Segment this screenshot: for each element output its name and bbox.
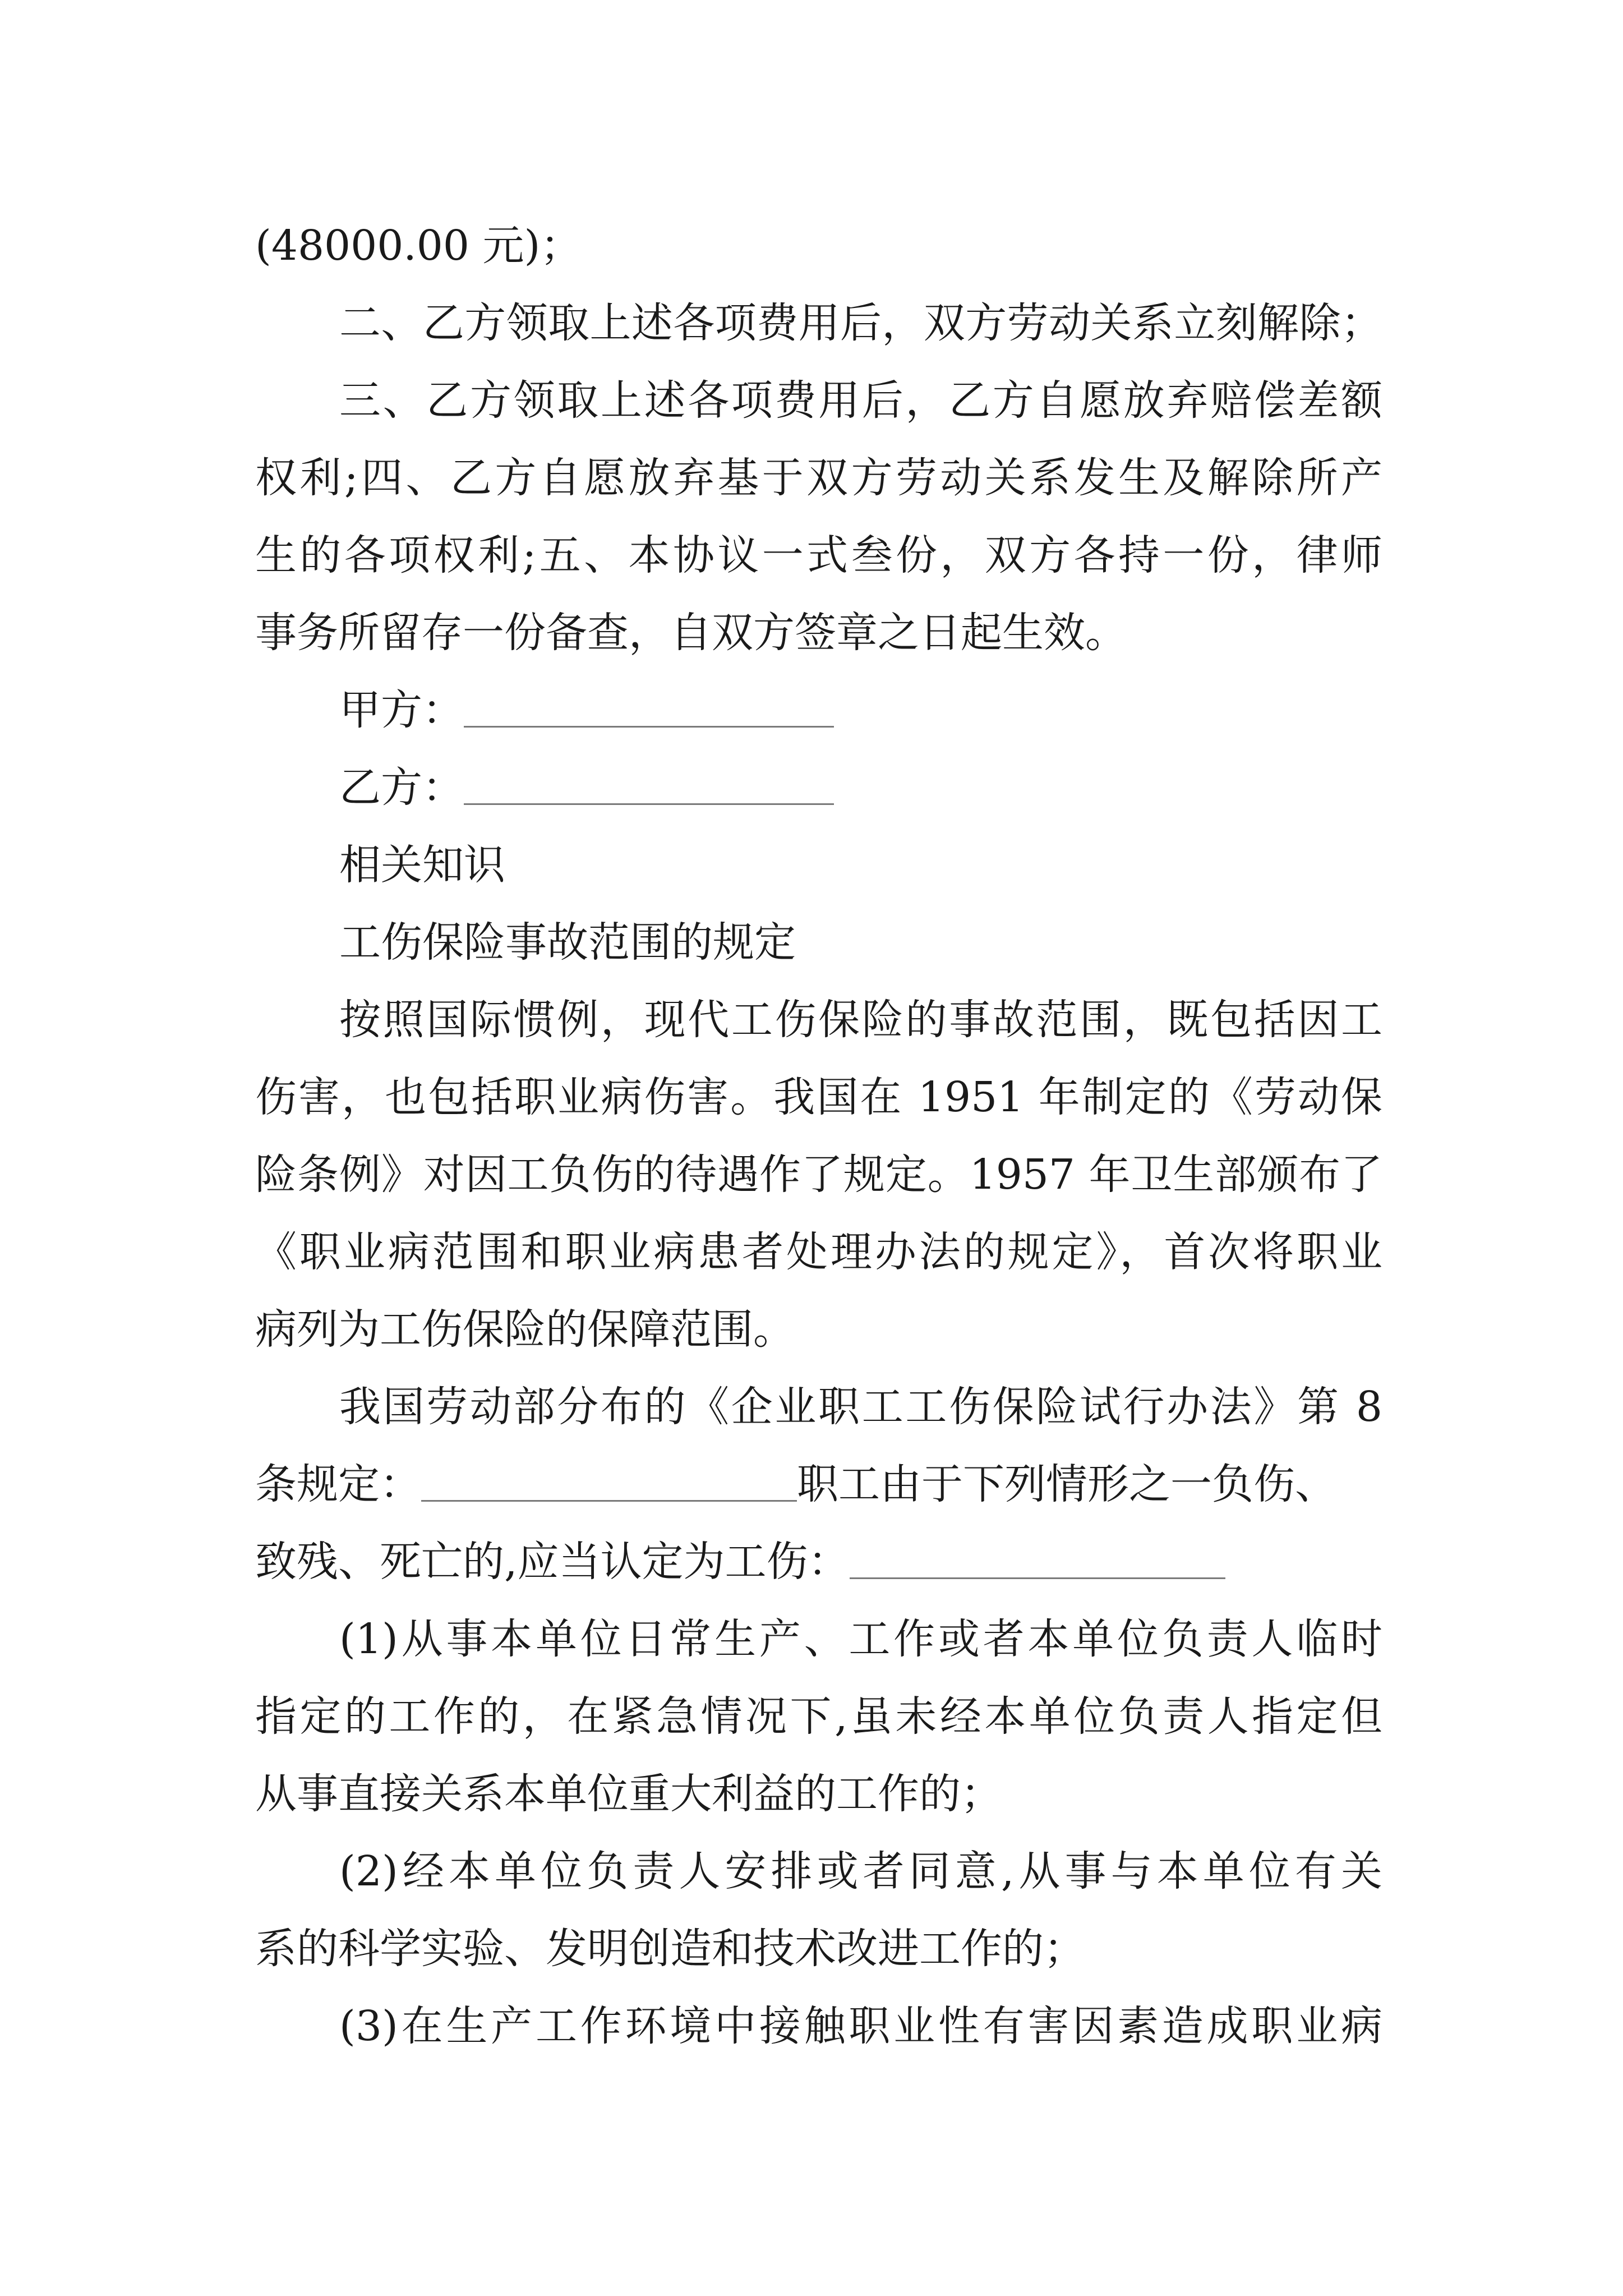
text-line	[255, 516, 1382, 595]
text-line	[339, 981, 1382, 1059]
text-line	[339, 284, 1382, 362]
line-text: 权利;四、乙方自愿放弃基于双方劳动关系发生及解除所产	[255, 454, 1382, 502]
line-text: 我国劳动部分布的《企业职工工伤保险试行办法》第 8	[339, 1383, 1382, 1431]
line-text: 按照国际惯例，现代工伤保险的事故范围，既包括因工	[339, 996, 1382, 1044]
line-text: 致残、死亡的,应当认定为工伤：	[255, 1538, 850, 1586]
party-a-label: 甲方：	[339, 686, 464, 734]
line-text: 病列为工伤保险的保障范围。	[255, 1305, 795, 1354]
text-line	[339, 1368, 1382, 1446]
line-text: 事务所留存一份备查，自双方签章之日起生效。	[255, 609, 1127, 657]
line-text: 伤害，也包括职业病伤害。我国在 1951 年制定的《劳动保	[255, 1073, 1382, 1121]
text-line	[339, 1987, 1382, 2065]
party-b-signature-blank	[464, 762, 834, 805]
party-a-signature-blank	[464, 684, 834, 728]
text-line	[255, 1445, 1382, 1524]
line-text: 相关知识	[339, 841, 505, 889]
line-text: 条规定：	[255, 1460, 421, 1508]
line-text: 险条例》对因工负伤的待遇作了规定。1957 年卫生部颁布了	[255, 1151, 1383, 1199]
line-text: 二、乙方领取上述各项费用后，双方劳动关系立刻解除；	[339, 299, 1382, 347]
text-line	[255, 1910, 1382, 1988]
line-text: 工伤保险事故范围的规定	[339, 918, 796, 967]
text-line	[255, 1755, 1382, 1833]
line-text: 生的各项权利;五、本协议一式叁份，双方各持一份，律师	[255, 531, 1382, 579]
text-line	[339, 1600, 1382, 1678]
line-text: 系的科学实验、发明创造和技术改进工作的；	[255, 1925, 1085, 1973]
line-text: 职工由于下列情形之一负伤、	[797, 1460, 1336, 1508]
line-text: (1)从事本单位日常生产、工作或者本单位负责人临时	[339, 1615, 1382, 1663]
fill-in-blank	[421, 1458, 797, 1502]
line-text: 指定的工作的，在紧急情况下,虽未经本单位负责人指定但	[255, 1692, 1382, 1741]
text-line	[339, 1832, 1382, 1911]
text-line	[339, 361, 1382, 440]
text-line	[255, 1677, 1382, 1756]
line-text: (3)在生产工作环境中接触职业性有害因素造成职业病	[339, 2002, 1382, 2050]
party-a-signature-line	[339, 671, 1382, 749]
text-line	[255, 1213, 1382, 1291]
line-text: 《职业病范围和职业病患者处理办法的规定》，首次将职业	[255, 1228, 1382, 1276]
line-text: (2)经本单位负责人安排或者同意,从事与本单位有关	[339, 1847, 1382, 1895]
line-text: 三、乙方领取上述各项费用后，乙方自愿放弃赔偿差额	[339, 376, 1382, 425]
line-text: (48000.00 元)；	[255, 222, 582, 270]
party-b-label: 乙方：	[339, 763, 464, 812]
text-line	[255, 206, 1382, 285]
fill-in-blank	[850, 1536, 1225, 1579]
text-line	[255, 1522, 1382, 1601]
text-line	[255, 1290, 1382, 1369]
line-text: 从事直接关系本单位重大利益的工作的；	[255, 1770, 1002, 1818]
text-line	[255, 1135, 1382, 1214]
text-line	[255, 1058, 1382, 1137]
text-line	[255, 593, 1382, 672]
text-line	[255, 439, 1382, 517]
party-b-signature-line	[339, 748, 1382, 827]
section-heading	[339, 826, 1382, 904]
subsection-heading	[339, 903, 1382, 982]
